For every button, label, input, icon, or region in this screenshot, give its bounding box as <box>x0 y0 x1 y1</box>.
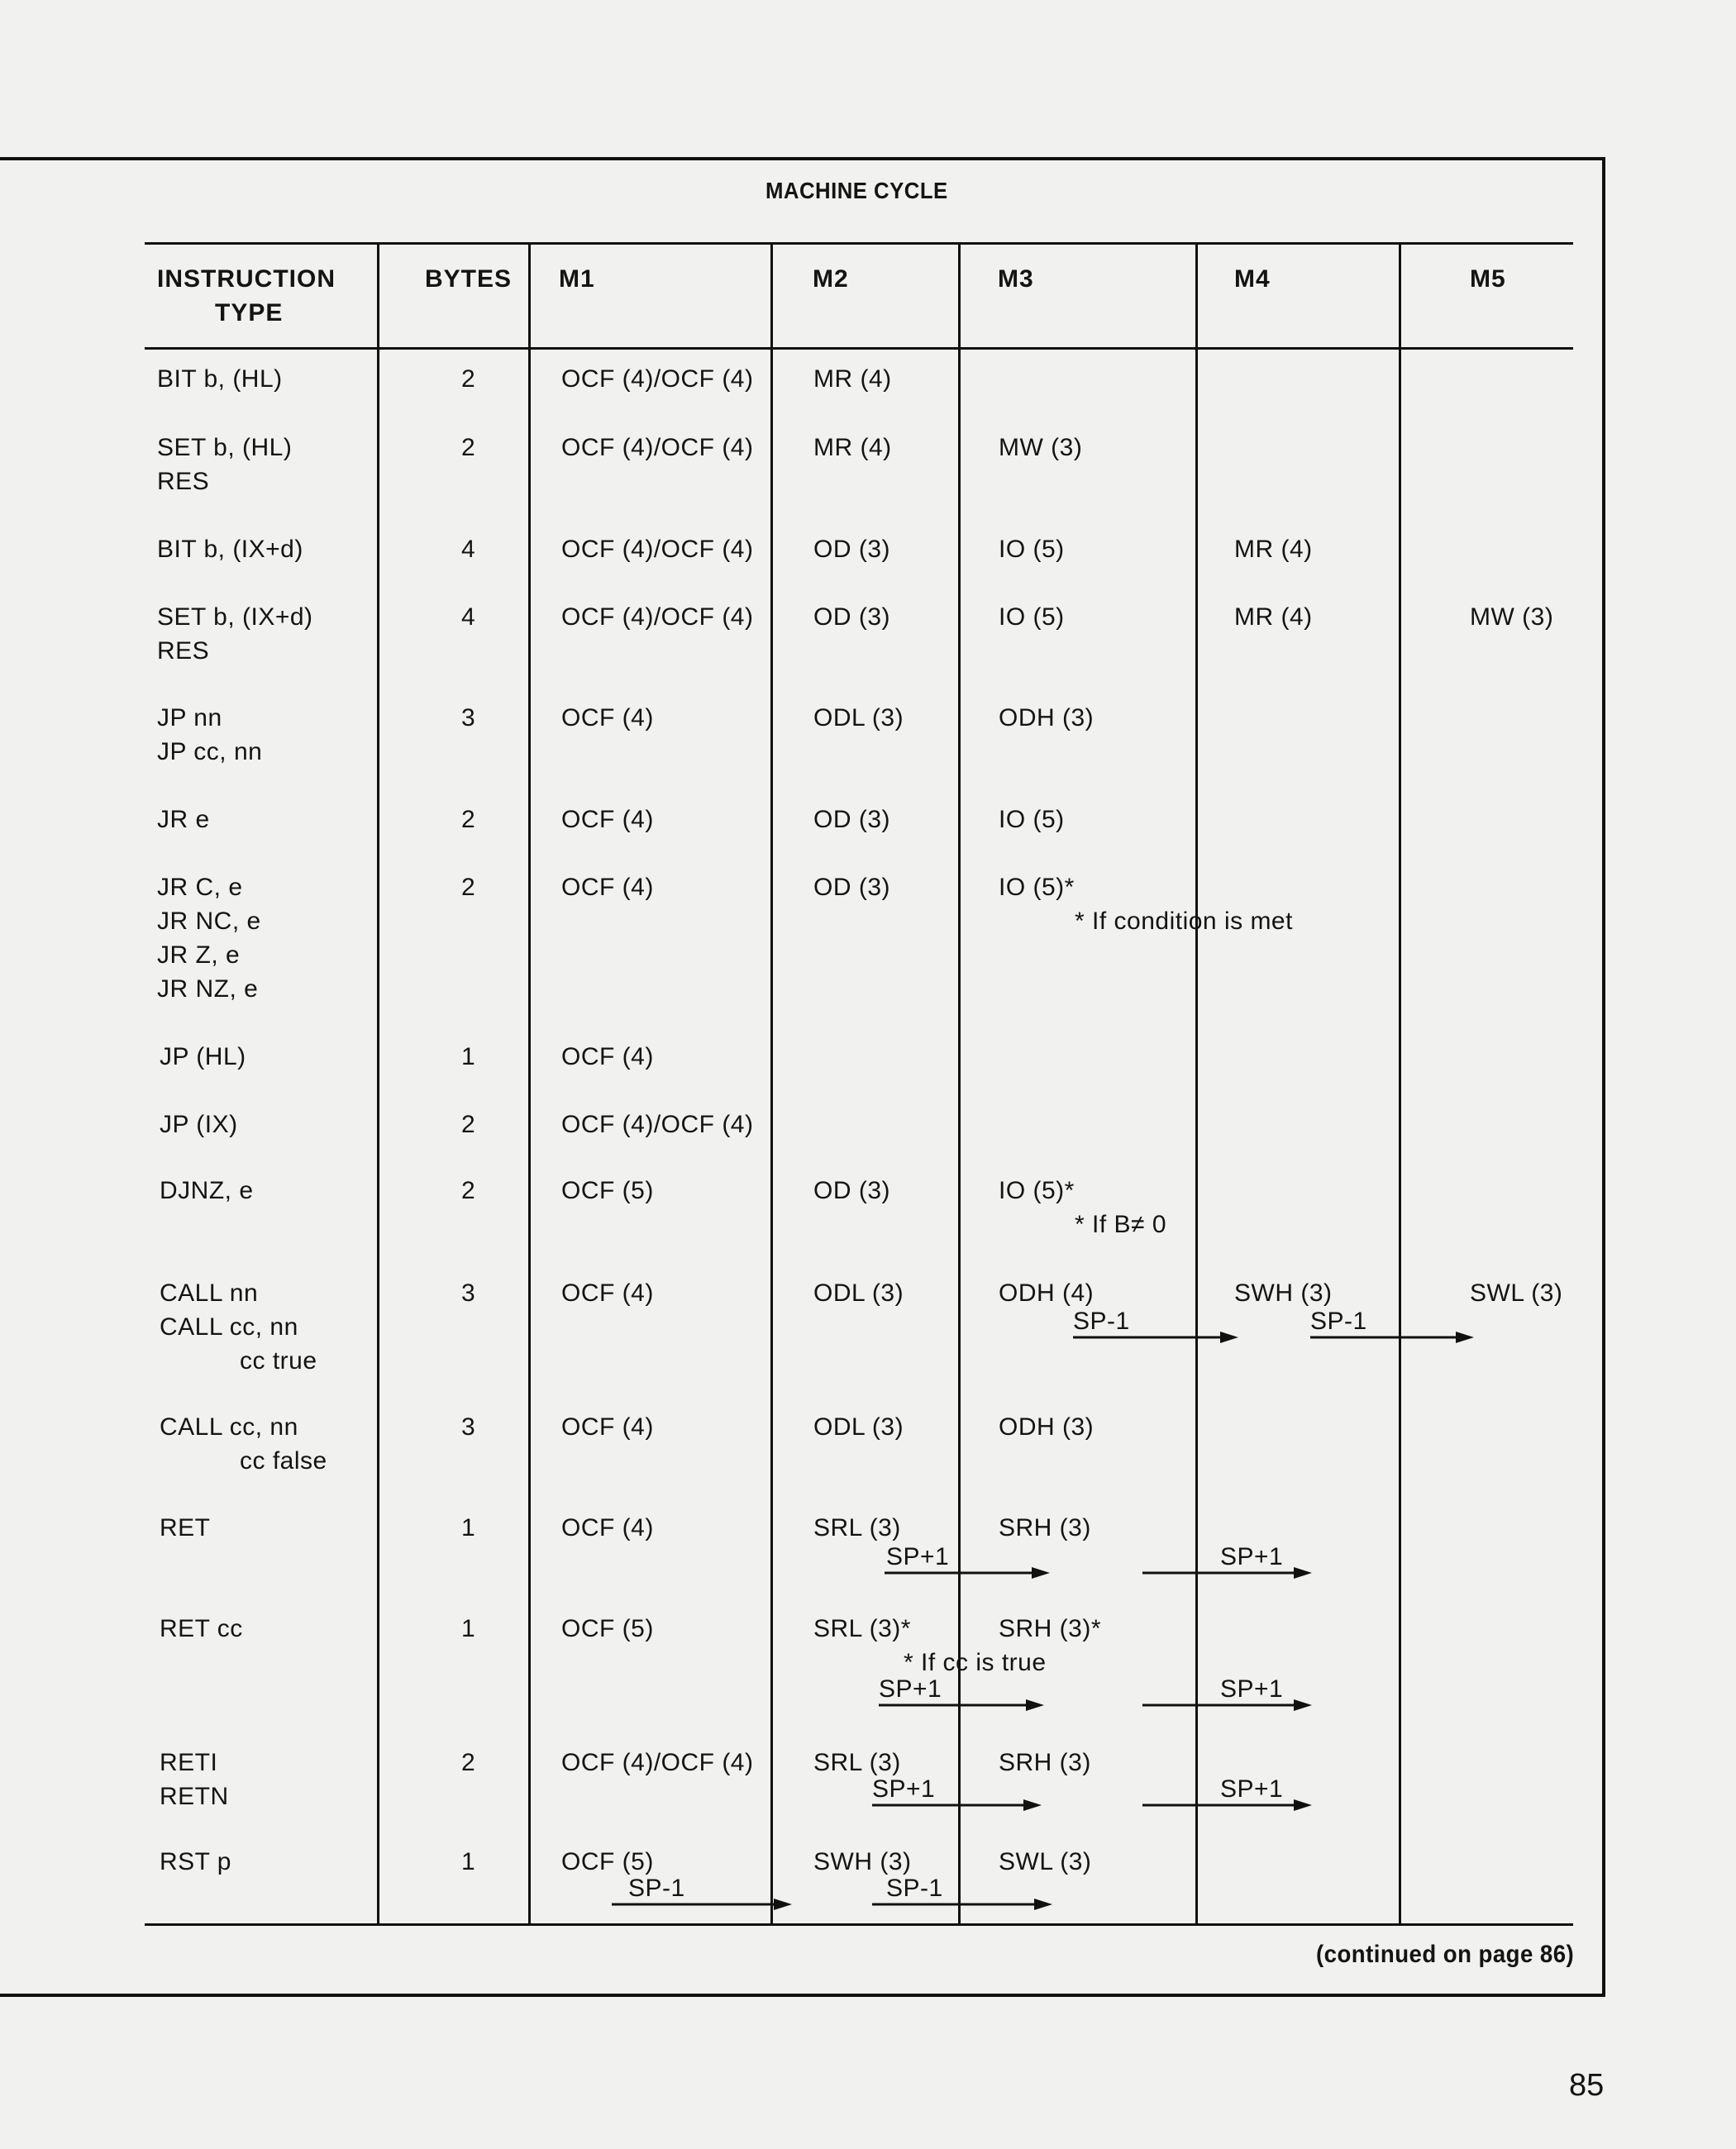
continued-note: (continued on page 86) <box>1316 1941 1575 1968</box>
stack-pointer-label: SP-1 <box>1310 1308 1367 1335</box>
column-divider-m4 <box>1195 242 1198 1923</box>
cycle-m3: SRH (3)* <box>999 1615 1102 1642</box>
cycle-m2: ODL (3) <box>813 1413 904 1441</box>
cycle-m3: IO (5)* <box>999 1177 1075 1204</box>
cycle-m5: MW (3) <box>1470 603 1554 631</box>
instruction-type: cc false <box>240 1447 327 1475</box>
stack-pointer-label: SP+1 <box>1220 1775 1284 1803</box>
bytes-value: 4 <box>461 603 476 631</box>
header-m4: M4 <box>1234 265 1271 293</box>
condition-note: * If B≠ 0 <box>1075 1211 1167 1238</box>
instruction-type: CALL cc, nn <box>160 1413 298 1441</box>
cycle-m1: OCF (5) <box>561 1848 654 1875</box>
cycle-m3: SRH (3) <box>999 1749 1091 1776</box>
stack-pointer-label: SP+1 <box>872 1775 936 1803</box>
stack-pointer-arrow <box>612 1896 797 1913</box>
header-m5: M5 <box>1470 265 1506 293</box>
stack-pointer-arrow <box>1142 1697 1317 1713</box>
bytes-value: 3 <box>461 704 476 731</box>
cycle-m2: OD (3) <box>813 874 890 901</box>
instruction-type: JR e <box>157 806 210 833</box>
cycle-m1: OCF (4)/OCF (4) <box>561 365 754 393</box>
instruction-type: JP nn <box>157 704 222 731</box>
cycle-m2: OD (3) <box>813 1177 890 1204</box>
cycle-m1: OCF (4) <box>561 704 654 731</box>
instruction-type: BIT b, (IX+d) <box>157 536 303 563</box>
column-divider-m2 <box>770 242 773 1923</box>
table-bottom-rule <box>145 1923 1573 1926</box>
header-instruction: INSTRUCTION <box>157 265 336 293</box>
cycle-m1: OCF (5) <box>561 1615 654 1642</box>
cycle-m1: OCF (4) <box>561 874 654 901</box>
cycle-m3: IO (5) <box>999 806 1065 833</box>
stack-pointer-arrow <box>872 1797 1047 1813</box>
cycle-m1: OCF (4)/OCF (4) <box>561 603 754 631</box>
column-divider-m5 <box>1399 242 1401 1923</box>
cycle-m2: OD (3) <box>813 806 890 833</box>
cycle-m3: IO (5)* <box>999 874 1075 901</box>
bytes-value: 2 <box>461 1111 476 1138</box>
instruction-type: JP cc, nn <box>157 738 263 765</box>
bytes-value: 3 <box>461 1413 476 1441</box>
header-m1: M1 <box>559 265 595 293</box>
bytes-value: 4 <box>461 536 476 563</box>
stack-pointer-label: SP+1 <box>1220 1543 1284 1570</box>
stack-pointer-arrow <box>1142 1565 1317 1581</box>
instruction-type: SET b, (IX+d) <box>157 603 313 631</box>
table-title: MACHINE CYCLE <box>765 178 948 203</box>
condition-note: * If cc is true <box>904 1649 1047 1676</box>
bytes-value: 2 <box>461 365 476 393</box>
cycle-m1: OCF (4)/OCF (4) <box>561 1111 754 1138</box>
stack-pointer-arrow <box>1310 1329 1479 1346</box>
stack-pointer-arrow <box>879 1697 1049 1713</box>
instruction-type: JR Z, e <box>157 941 241 969</box>
stack-pointer-label: SP-1 <box>628 1875 685 1902</box>
instruction-type: RES <box>157 637 210 665</box>
bytes-value: 3 <box>461 1279 476 1307</box>
cycle-m1: OCF (4) <box>561 1043 654 1070</box>
instruction-type: RST p <box>160 1848 231 1875</box>
instruction-type: JR NZ, e <box>157 975 259 1003</box>
stack-pointer-label: SP-1 <box>886 1875 943 1902</box>
header-bytes: BYTES <box>425 265 513 293</box>
bytes-value: 2 <box>461 1749 476 1776</box>
cycle-m2: ODL (3) <box>813 704 904 731</box>
cycle-m2: OD (3) <box>813 603 890 631</box>
bytes-value: 1 <box>461 1043 476 1070</box>
cycle-m3: SRH (3) <box>999 1514 1091 1541</box>
header-m3: M3 <box>998 265 1034 293</box>
instruction-type: DJNZ, e <box>160 1177 254 1204</box>
column-divider-bytes <box>377 242 379 1923</box>
instruction-type: RES <box>157 468 210 495</box>
table-frame <box>0 157 1605 1997</box>
cycle-m3: SWL (3) <box>999 1848 1092 1875</box>
instruction-type: JR NC, e <box>157 908 261 935</box>
instruction-type: CALL cc, nn <box>160 1313 298 1341</box>
stack-pointer-label: SP+1 <box>886 1543 950 1570</box>
cycle-m1: OCF (4) <box>561 806 654 833</box>
stack-pointer-label: SP+1 <box>1220 1675 1284 1703</box>
bytes-value: 2 <box>461 1177 476 1204</box>
cycle-m3: ODH (3) <box>999 704 1095 731</box>
cycle-m3: ODH (4) <box>999 1279 1095 1307</box>
stack-pointer-label: SP-1 <box>1073 1308 1130 1335</box>
instruction-type: RETN <box>160 1783 229 1810</box>
cycle-m3: IO (5) <box>999 536 1065 563</box>
cycle-m3: IO (5) <box>999 603 1065 631</box>
stack-pointer-arrow <box>1073 1329 1243 1346</box>
header-m2: M2 <box>813 265 849 293</box>
instruction-type: JP (IX) <box>160 1111 238 1138</box>
cycle-m4: SWH (3) <box>1234 1279 1333 1307</box>
cycle-m1: OCF (5) <box>561 1177 654 1204</box>
column-divider-m1 <box>528 242 531 1923</box>
instruction-type: cc true <box>240 1347 317 1375</box>
cycle-m4: MR (4) <box>1234 536 1313 563</box>
cycle-m2: OD (3) <box>813 536 890 563</box>
bytes-value: 1 <box>461 1848 476 1875</box>
stack-pointer-arrow <box>1142 1797 1317 1813</box>
cycle-m4: MR (4) <box>1234 603 1313 631</box>
cycle-m1: OCF (4) <box>561 1279 654 1307</box>
cycle-m1: OCF (4)/OCF (4) <box>561 434 754 461</box>
bytes-value: 1 <box>461 1514 476 1541</box>
instruction-type: BIT b, (HL) <box>157 365 283 393</box>
header-top-rule <box>145 242 1573 245</box>
cycle-m2: MR (4) <box>813 365 892 393</box>
cycle-m2: SWH (3) <box>813 1848 912 1875</box>
cycle-m2: MR (4) <box>813 434 892 461</box>
instruction-type: RETI <box>160 1749 218 1776</box>
instruction-type: JP (HL) <box>160 1043 246 1070</box>
bytes-value: 2 <box>461 874 476 901</box>
instruction-type: JR C, e <box>157 874 243 901</box>
condition-note: * If condition is met <box>1075 908 1293 935</box>
cycle-m2: ODL (3) <box>813 1279 904 1307</box>
stack-pointer-arrow <box>872 1896 1057 1913</box>
page-number: 85 <box>1569 2068 1605 2103</box>
cycle-m3: MW (3) <box>999 434 1083 461</box>
cycle-m5: SWL (3) <box>1470 1279 1563 1307</box>
instruction-type: SET b, (HL) <box>157 434 293 461</box>
cycle-m2: SRL (3) <box>813 1514 901 1541</box>
bytes-value: 2 <box>461 806 476 833</box>
instruction-type: CALL nn <box>160 1279 259 1307</box>
header-bottom-rule <box>145 347 1573 350</box>
cycle-m2: SRL (3)* <box>813 1615 911 1642</box>
cycle-m1: OCF (4) <box>561 1514 654 1541</box>
stack-pointer-label: SP+1 <box>879 1675 942 1703</box>
instruction-type: RET <box>160 1514 211 1541</box>
header-type: TYPE <box>215 299 284 326</box>
instruction-type: RET cc <box>160 1615 243 1642</box>
stack-pointer-arrow <box>885 1565 1055 1581</box>
cycle-m2: SRL (3) <box>813 1749 901 1776</box>
bytes-value: 2 <box>461 434 476 461</box>
cycle-m3: ODH (3) <box>999 1413 1095 1441</box>
cycle-m1: OCF (4) <box>561 1413 654 1441</box>
bytes-value: 1 <box>461 1615 476 1642</box>
cycle-m1: OCF (4)/OCF (4) <box>561 536 754 563</box>
cycle-m1: OCF (4)/OCF (4) <box>561 1749 754 1776</box>
